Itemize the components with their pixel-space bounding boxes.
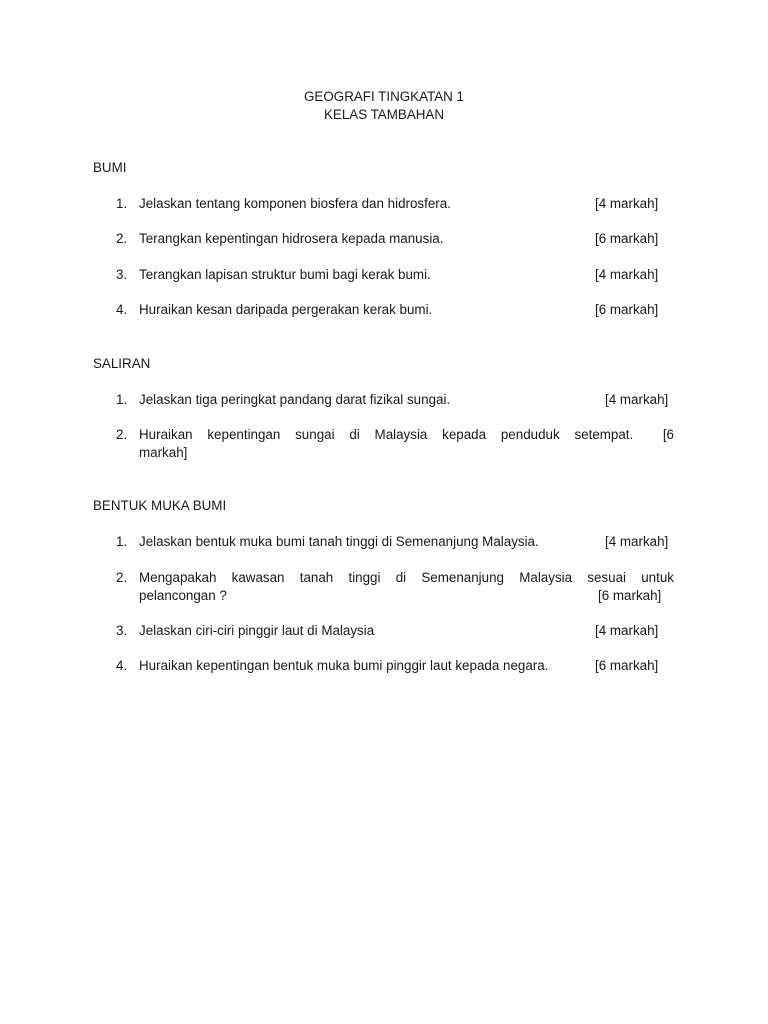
- question-text: Huraikan kepentingan sungai di Malaysia kepada penduduk setempat. [6: [139, 427, 674, 442]
- document-title: GEOGRAFI TINGKATAN 1: [304, 89, 464, 104]
- question-marks: [4 markah]: [595, 623, 659, 638]
- question-number: 2.: [116, 231, 128, 246]
- question-number: 2.: [116, 570, 128, 585]
- section-heading-bentuk-muka-bumi: BENTUK MUKA BUMI: [93, 498, 227, 513]
- question-text: Terangkan lapisan struktur bumi bagi kerak bumi.: [139, 267, 431, 282]
- question-text-continued: markah]: [139, 445, 188, 460]
- document-subtitle: KELAS TAMBAHAN: [323, 107, 445, 122]
- question-marks: [6 markah]: [595, 658, 659, 673]
- section-heading-bumi: BUMI: [93, 160, 127, 175]
- question-number: 2.: [116, 427, 128, 442]
- question-marks: [6 markah]: [595, 302, 659, 317]
- question-text-continued: pelancongan ?: [139, 588, 227, 603]
- question-number: 4.: [116, 658, 128, 673]
- question-marks: [6: [662, 427, 674, 442]
- question-text: Jelaskan bentuk muka bumi tanah tinggi di Semenanjung Malaysia.: [139, 534, 539, 549]
- question-number: 1.: [116, 534, 128, 549]
- section-heading-saliran: SALIRAN: [93, 356, 151, 371]
- question-number: 1.: [116, 196, 128, 211]
- question-marks: [4 markah]: [595, 267, 659, 282]
- question-text: Jelaskan tiga peringkat pandang darat fizikal sungai.: [139, 392, 451, 407]
- question-marks: [4 markah]: [605, 534, 669, 549]
- question-number: 4.: [116, 302, 128, 317]
- question-text: Jelaskan tentang komponen biosfera dan hidrosfera.: [139, 196, 451, 211]
- question-number: 3.: [116, 267, 128, 282]
- question-text: Huraikan kepentingan bentuk muka bumi pinggir laut kepada negara.: [139, 658, 549, 673]
- question-marks: [6 markah]: [598, 588, 662, 603]
- question-marks: [6 markah]: [595, 231, 659, 246]
- question-number: 1.: [116, 392, 128, 407]
- question-text: Jelaskan ciri-ciri pinggir laut di Malaysia: [139, 623, 375, 638]
- question-marks: [4 markah]: [595, 196, 659, 211]
- question-text: Terangkan kepentingan hidrosera kepada manusia.: [139, 231, 444, 246]
- question-text: Mengapakah kawasan tanah tinggi di Semenanjung Malaysia sesuai untuk: [139, 570, 674, 585]
- question-marks: [4 markah]: [605, 392, 669, 407]
- question-text: Huraikan kesan daripada pergerakan kerak bumi.: [139, 302, 433, 317]
- question-number: 3.: [116, 623, 128, 638]
